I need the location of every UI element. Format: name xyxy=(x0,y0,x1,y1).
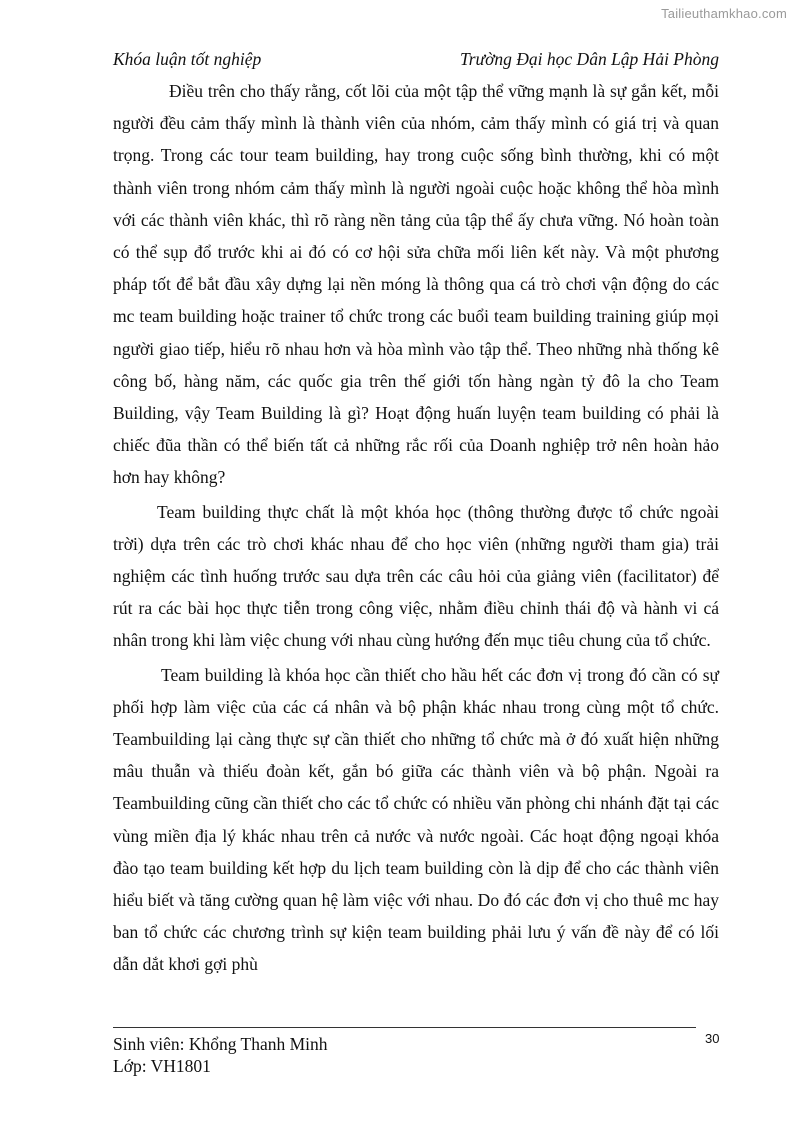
footer-class: Lớp: VH1801 xyxy=(113,1056,211,1076)
page-header xyxy=(113,49,719,73)
page-footer xyxy=(113,1033,328,1077)
page-number: 30 xyxy=(705,1031,720,1046)
paragraph-1: Điều trên cho thấy rằng, cốt lõi của một tập thể vững mạnh là sự gắn kết, mỗi người đều cảm thấy mình là thành viên của nhóm, cảm thấy mình có giá trị và quan trọng. Trong các tour team building, hay trong cuộc sống bình thường, khi có một thành viên trong nhóm cảm thấy mình là người ngoài cuộc hoặc không thể hòa mình với các thành viên khác, thì rõ ràng nền tảng của tập thể ấy chưa vững. Nó hoàn toàn có thể sụp đổ trước khi ai đó có cơ hội sửa chữa mối liên kết này. Và một phương pháp tốt để bắt đầu xây dựng lại nền móng là thông qua cá trò chơi vận động do các mc team building hoặc trainer tổ chức trong các buổi team building training giúp mọi người giao tiếp, hiểu rõ nhau hơn và hòa mình vào tập thể. Theo những nhà thống kê công bố, hàng năm, các quốc gia trên thế giới tốn hàng ngàn tỷ đô la cho Team Building, vậy Team Building là gì? Hoạt động huấn luyện team building có phải là chiếc đũa thần có thể biến tất cả những rắc rối của Doanh nghiệp trở nên hoàn hảo hơn hay không? xyxy=(113,81,719,488)
footer-student-name: Sinh viên: Khổng Thanh Minh xyxy=(113,1034,328,1054)
paragraph-2: Team building thực chất là một khóa học (thông thường được tổ chức ngoài trời) dựa trên các trò chơi khác nhau để cho học viên (những người tham gia) trải nghiệm các tình huống trước sau dựa trên các câu hỏi của giảng viên (facilitator) để rút ra các bài học thực tiễn trong công việc, nhằm điều chỉnh thái độ và hành vi cá nhân trong khi làm việc chung với nhau cùng hướng đến mục tiêu chung của tổ chức. xyxy=(113,501,719,651)
header-thesis-label: Khóa luận tốt nghiệp xyxy=(113,49,262,69)
watermark-text: Tailieuthamkhao.com xyxy=(661,6,787,21)
paragraph-3: Team building là khóa học cần thiết cho hầu hết các đơn vị trong đó cần có sự phối hợp làm việc của các cá nhân và bộ phận khác nhau trong cùng một tổ chức. Teambuilding lại càng thực sự cần thiết cho những tổ chức mà ở đó xuất hiện những mâu thuẫn và thiếu đoàn kết, gắn bó giữa các thành viên và bộ phận. Ngoài ra Teambuilding cũng cần thiết cho các tổ chức có nhiều văn phòng chi nhánh đặt tại các vùng miền địa lý khác nhau trên cả nước và nước ngoài. Các hoạt động ngoại khóa đào tạo team building kết hợp du lịch team building còn là dịp để cho các thành viên hiểu biết và tăng cường quan hệ làm việc với nhau. Do đó các đơn vị cho thuê mc hay ban tổ chức các chương trình sự kiện team building phải lưu ý vấn đề này để có lối dẫn dắt khơi gợi phù xyxy=(113,664,719,975)
body-text xyxy=(113,75,719,981)
footer-divider xyxy=(113,1027,696,1028)
header-university-name: Trường Đại học Dân Lập Hải Phòng xyxy=(459,49,719,69)
